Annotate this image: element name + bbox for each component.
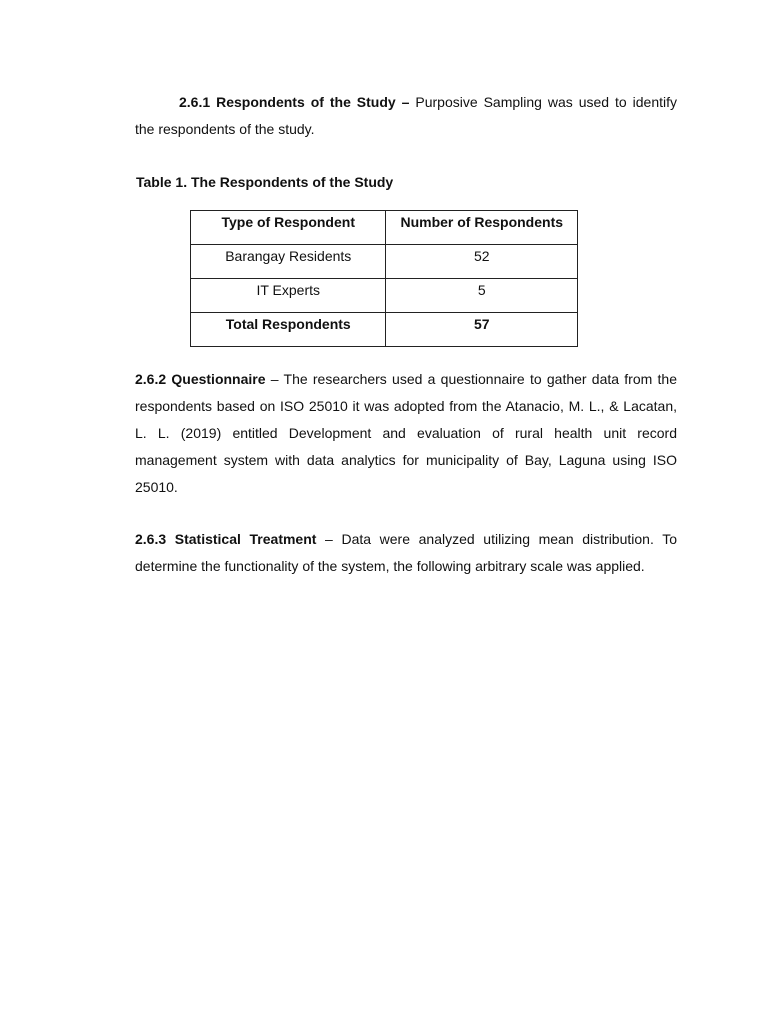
cell-total-value: 57 — [386, 313, 578, 347]
cell-respondent-count: 52 — [386, 245, 578, 279]
table-total-row — [191, 313, 578, 347]
table-caption: Table 1. The Respondents of the Study — [136, 174, 394, 190]
table-row — [191, 245, 578, 279]
section-2-6-3-text: – Data were analyzed utilizing mean distribution. To determine the functionality of the system, the following arbitrary scale was applied. — [135, 531, 677, 574]
respondents-table — [190, 210, 578, 347]
section-2-6-3-heading: 2.6.3 Statistical Treatment — [135, 531, 317, 547]
section-2-6-1-heading: 2.6.1 Respondents of the Study – — [179, 94, 410, 110]
cell-total-label: Total Respondents — [191, 313, 386, 347]
cell-respondent-type: IT Experts — [191, 279, 386, 313]
section-2-6-2-paragraph — [135, 366, 677, 501]
header-number-of-respondents: Number of Respondents — [386, 211, 578, 245]
cell-respondent-count: 5 — [386, 279, 578, 313]
section-2-6-2-text: – The researchers used a questionnaire to gather data from the respondents based on ISO 25010 it was adopted from the Atanacio, M. L., & Lacatan, L. L. (2019) entitled Development and evaluation of rural health unit record management system with data analytics for municipality of Bay, Laguna using ISO 25010. — [135, 371, 677, 495]
cell-respondent-type: Barangay Residents — [191, 245, 386, 279]
table-row — [191, 279, 578, 313]
section-2-6-2-heading: 2.6.2 Questionnaire — [135, 371, 266, 387]
section-2-6-1-text: Purposive Sampling was used to identify the respondents of the study. — [135, 94, 677, 137]
header-type-of-respondent: Type of Respondent — [191, 211, 386, 245]
table-header-row — [191, 211, 578, 245]
section-2-6-3-paragraph — [135, 526, 677, 580]
section-2-6-1-paragraph — [135, 89, 677, 143]
